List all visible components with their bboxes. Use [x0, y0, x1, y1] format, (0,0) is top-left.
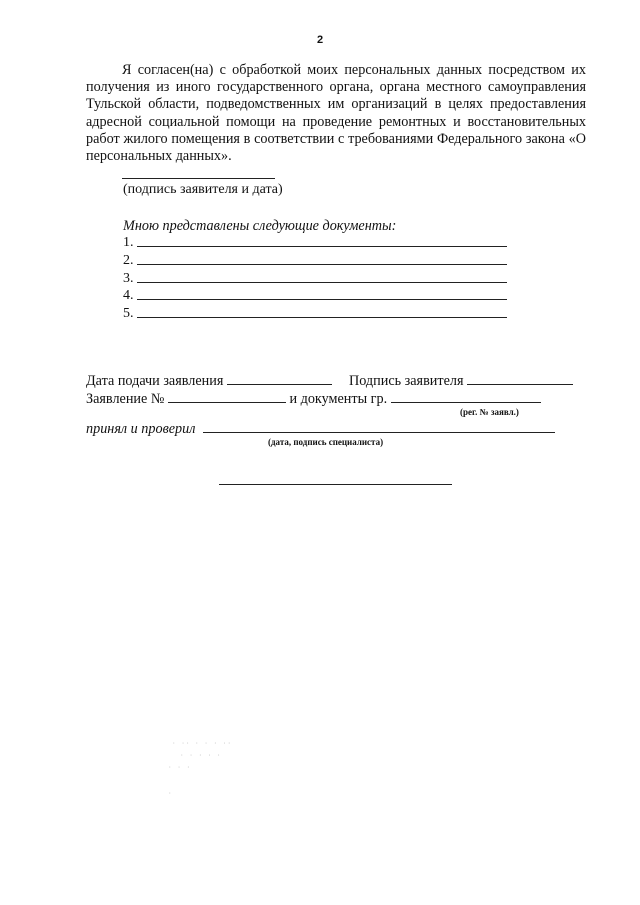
consent-paragraph: Я согласен(на) с обработкой моих персональных данных посредством их получения из иного государственного органа, органа местного самоуправления Тульской области, подведомственных им организаций в целях предоставления адресной социальной помощи на проведение ремонтных и восстановительных работ жилого помещения в соответствии с требованиями Федерального закона «О персональных данных».	[86, 62, 586, 165]
submission-date-label: Дата подачи заявления	[86, 373, 224, 389]
applicant-signature-line	[122, 178, 275, 179]
document-number: 3.	[123, 271, 134, 286]
document-line-2	[123, 251, 513, 269]
submission-date-blank	[227, 383, 332, 385]
document-blank	[137, 298, 507, 300]
document-blank	[137, 281, 507, 283]
scan-artifact: · · · · ·	[180, 752, 222, 759]
accepted-label: принял и проверил	[86, 421, 196, 437]
documents-heading: Мною представлены следующие документы:	[123, 218, 397, 234]
submission-date-row	[86, 373, 573, 390]
document-number: 2.	[123, 253, 134, 268]
document-line-1	[123, 233, 513, 251]
application-number-row	[86, 391, 541, 408]
application-number-blank	[168, 401, 286, 403]
specialist-signature-blank	[203, 431, 555, 433]
document-line-5	[123, 304, 513, 322]
applicant-signature-blank	[467, 383, 573, 385]
page-number: 2	[316, 34, 324, 46]
scan-artifact: ·	[168, 790, 173, 797]
document-number: 4.	[123, 288, 134, 303]
applicant-name-blank	[391, 401, 541, 403]
documents-of-label: и документы гр.	[289, 391, 388, 407]
application-number-label: Заявление №	[86, 391, 165, 407]
reg-number-caption: (рег. № заявл.)	[460, 407, 519, 417]
scan-artifact: · · ·	[168, 764, 192, 771]
applicant-signature-caption: (подпись заявителя и дата)	[123, 182, 283, 197]
document-number: 1.	[123, 235, 134, 250]
scan-artifact: · ·· · · · ··	[172, 740, 232, 747]
specialist-caption: (дата, подпись специалиста)	[268, 437, 384, 447]
document-blank	[137, 263, 507, 265]
applicant-signature-label: Подпись заявителя	[349, 373, 464, 389]
document-blank	[137, 245, 507, 247]
document-line-4	[123, 286, 513, 304]
document-line-3	[123, 269, 513, 287]
closing-line	[219, 484, 452, 485]
document-number: 5.	[123, 306, 134, 321]
document-blank	[137, 316, 507, 318]
accepted-row	[86, 421, 555, 438]
